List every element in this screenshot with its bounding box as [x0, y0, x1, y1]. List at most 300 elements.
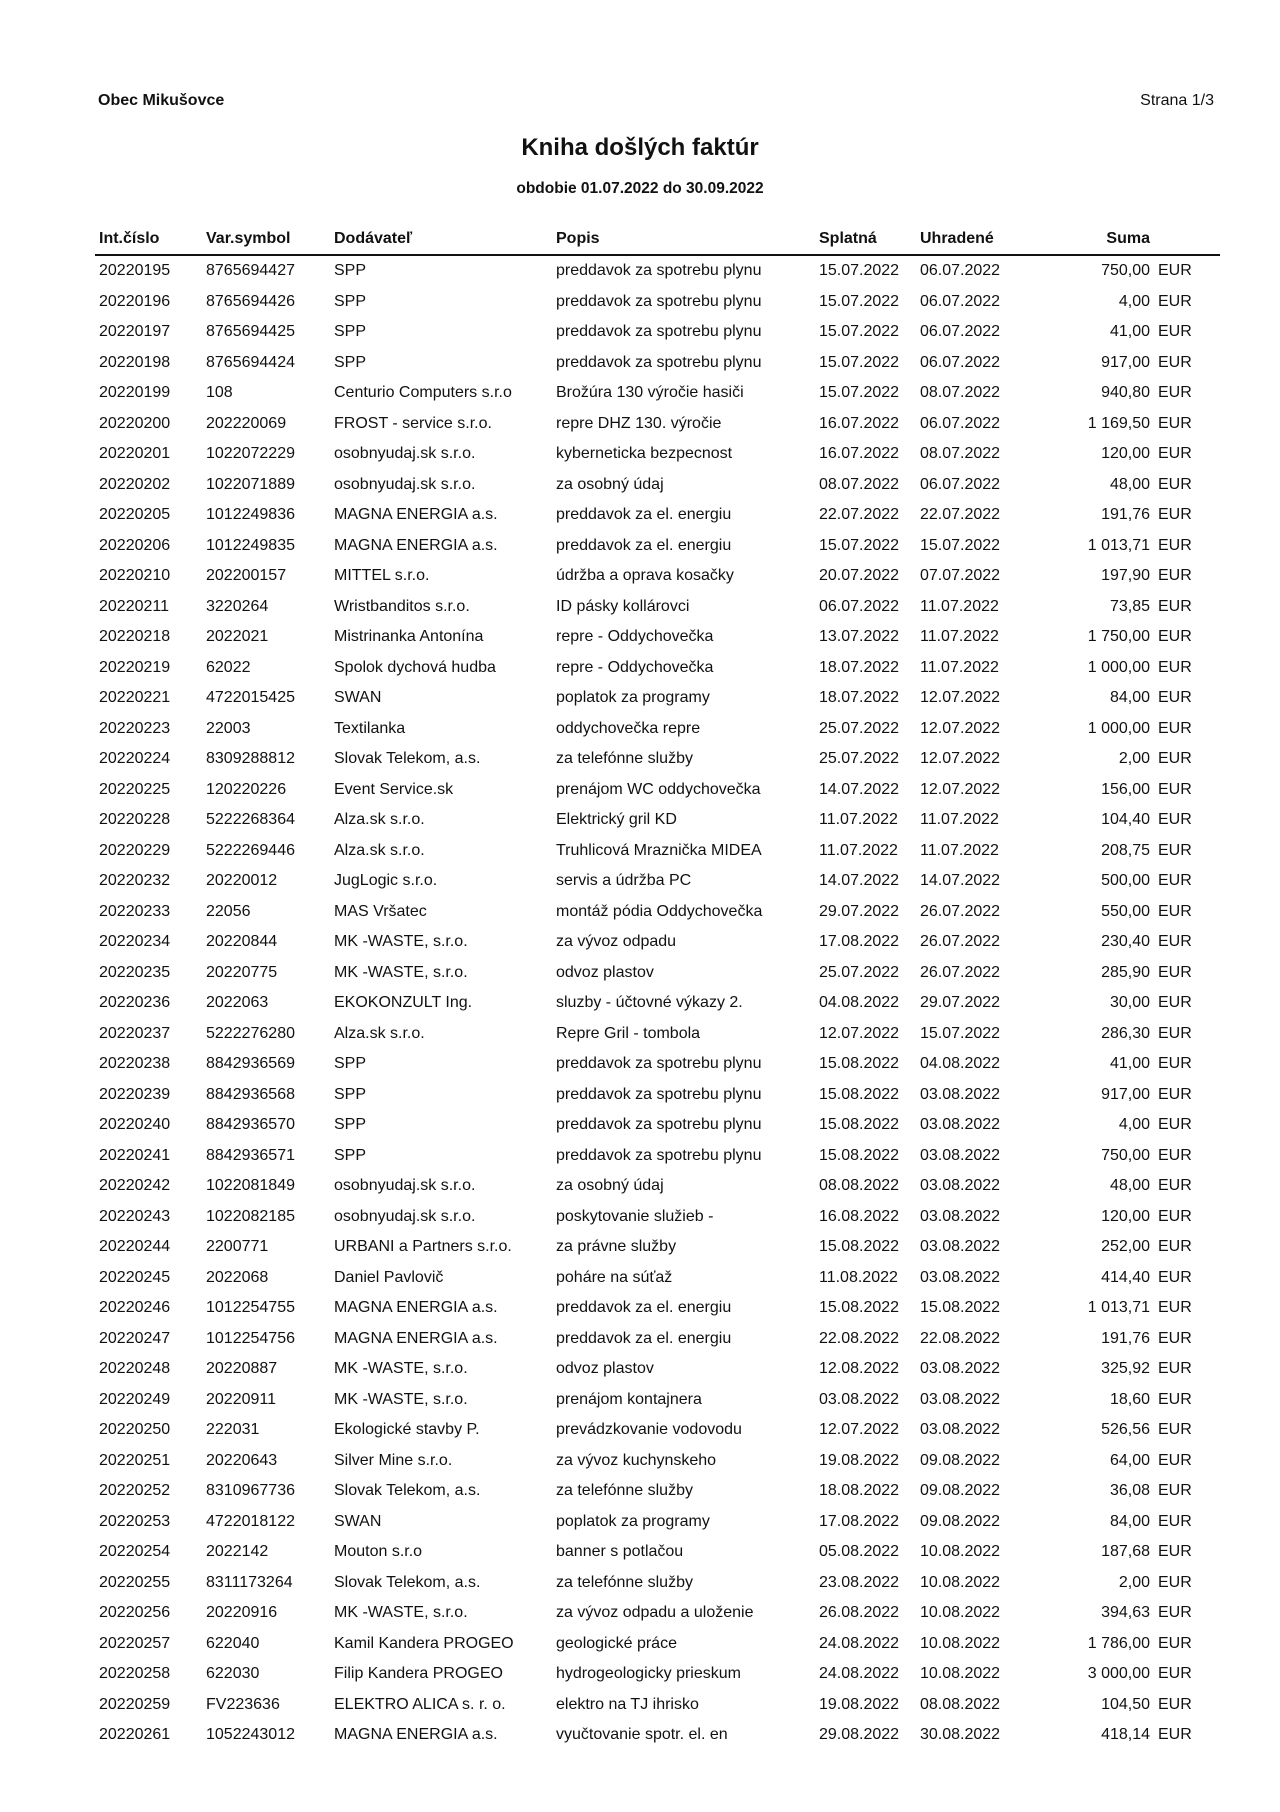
- cell-uhradene: 03.08.2022: [920, 1390, 1001, 1408]
- cell-uhradene: 03.08.2022: [920, 1177, 1001, 1195]
- cell-splatna: 26.08.2022: [819, 1604, 900, 1622]
- cell-popis: za právne služby: [556, 1238, 677, 1256]
- cell-var-symbol: 1052243012: [206, 1726, 295, 1744]
- cell-splatna: 15.08.2022: [819, 1116, 900, 1134]
- cell-int-cislo: 20220242: [99, 1177, 171, 1195]
- cell-uhradene: 03.08.2022: [920, 1238, 1001, 1256]
- cell-popis: prevádzkovanie vodovodu: [556, 1421, 742, 1439]
- cell-uhradene: 04.08.2022: [920, 1055, 1001, 1073]
- cell-var-symbol: 622040: [206, 1634, 260, 1652]
- cell-splatna: 19.08.2022: [819, 1451, 900, 1469]
- cell-suma: 30,00: [1109, 994, 1150, 1012]
- cell-uhradene: 26.07.2022: [920, 963, 1001, 981]
- cell-dodavatel: Daniel Pavlovič: [334, 1268, 444, 1286]
- cell-var-symbol: FV223636: [206, 1695, 280, 1713]
- cell-var-symbol: 222031: [206, 1421, 260, 1439]
- cell-int-cislo: 20220259: [99, 1695, 171, 1713]
- table-row: [95, 897, 1220, 928]
- cell-suma: 64,00: [1109, 1451, 1150, 1469]
- cell-popis: preddavok za spotrebu plynu: [556, 262, 762, 280]
- table-row: [95, 470, 1220, 501]
- cell-dodavatel: SPP: [334, 1085, 367, 1103]
- cell-popis: kyberneticka bezpecnost: [556, 445, 733, 463]
- cell-uhradene: 26.07.2022: [920, 902, 1001, 920]
- cell-splatna: 29.08.2022: [819, 1726, 900, 1744]
- cell-var-symbol: 22003: [206, 719, 251, 737]
- cell-uhradene: 10.08.2022: [920, 1665, 1001, 1683]
- cell-suma: 1 000,00: [1087, 658, 1150, 676]
- cell-var-symbol: 1022071889: [206, 475, 295, 493]
- municipality-name: Obec Mikušovce: [98, 92, 225, 109]
- cell-int-cislo: 20220252: [99, 1482, 171, 1500]
- table-row: [95, 1659, 1220, 1690]
- cell-uhradene: 06.07.2022: [920, 414, 1001, 432]
- cell-popis: Repre Gril - tombola: [556, 1024, 701, 1042]
- cell-var-symbol: 20220916: [206, 1604, 278, 1622]
- cell-dodavatel: Filip Kandera PROGEO: [334, 1665, 503, 1683]
- cell-dodavatel: Wristbanditos s.r.o.: [334, 597, 470, 615]
- cell-splatna: 15.07.2022: [819, 323, 900, 341]
- cell-currency: EUR: [1158, 1512, 1192, 1530]
- table-row: [95, 409, 1220, 440]
- cell-dodavatel: Kamil Kandera PROGEO: [334, 1634, 514, 1652]
- table-header-row: [95, 224, 1220, 255]
- cell-var-symbol: 5222269446: [206, 841, 295, 859]
- cell-popis: Brožúra 130 výročie hasiči: [556, 384, 744, 402]
- column-header-uhradene: Uhradené: [916, 224, 1070, 255]
- cell-int-cislo: 20220196: [99, 292, 171, 310]
- cell-suma: 84,00: [1109, 1512, 1150, 1530]
- table-row: [95, 1080, 1220, 1111]
- cell-currency: EUR: [1158, 1543, 1192, 1561]
- cell-popis: za vývoz odpadu a uloženie: [556, 1604, 754, 1622]
- cell-suma: 120,00: [1101, 1207, 1150, 1225]
- cell-currency: EUR: [1158, 1390, 1192, 1408]
- cell-suma: 191,76: [1101, 1329, 1150, 1347]
- cell-int-cislo: 20220244: [99, 1238, 171, 1256]
- cell-int-cislo: 20220234: [99, 933, 171, 951]
- cell-popis: preddavok za el. energiu: [556, 1329, 732, 1347]
- cell-dodavatel: Ekologické stavby P.: [334, 1421, 480, 1439]
- table-row: [95, 1385, 1220, 1416]
- cell-var-symbol: 20220775: [206, 963, 278, 981]
- cell-suma: 48,00: [1109, 1177, 1150, 1195]
- cell-currency: EUR: [1158, 1573, 1192, 1591]
- cell-int-cislo: 20220197: [99, 323, 171, 341]
- cell-int-cislo: 20220255: [99, 1573, 171, 1591]
- cell-dodavatel: SPP: [334, 1116, 367, 1134]
- cell-uhradene: 08.07.2022: [920, 384, 1001, 402]
- cell-suma: 526,56: [1101, 1421, 1150, 1439]
- cell-dodavatel: MK -WASTE, s.r.o.: [334, 963, 468, 981]
- cell-splatna: 15.07.2022: [819, 536, 900, 554]
- cell-suma: 187,68: [1101, 1543, 1150, 1561]
- table-row: [95, 1720, 1220, 1751]
- cell-suma: 750,00: [1101, 262, 1150, 280]
- table-row: [95, 287, 1220, 318]
- cell-splatna: 15.07.2022: [819, 262, 900, 280]
- cell-currency: EUR: [1158, 750, 1192, 768]
- cell-int-cislo: 20220258: [99, 1665, 171, 1683]
- cell-uhradene: 15.07.2022: [920, 1024, 1001, 1042]
- table-row: [95, 439, 1220, 470]
- cell-suma: 394,63: [1101, 1604, 1150, 1622]
- cell-int-cislo: 20220198: [99, 353, 171, 371]
- cell-currency: EUR: [1158, 1268, 1192, 1286]
- cell-uhradene: 09.08.2022: [920, 1482, 1001, 1500]
- cell-currency: EUR: [1158, 1329, 1192, 1347]
- cell-splatna: 04.08.2022: [819, 994, 900, 1012]
- cell-var-symbol: 202220069: [206, 414, 287, 432]
- cell-suma: 550,00: [1101, 902, 1150, 920]
- cell-suma: 325,92: [1101, 1360, 1150, 1378]
- cell-popis: poplatok za programy: [556, 689, 710, 707]
- cell-popis: preddavok za el. energiu: [556, 506, 732, 524]
- cell-uhradene: 15.08.2022: [920, 1299, 1001, 1317]
- column-header-suma: Suma: [1070, 224, 1154, 255]
- cell-dodavatel: Spolok dychová hudba: [334, 658, 496, 676]
- cell-int-cislo: 20220261: [99, 1726, 171, 1744]
- cell-uhradene: 10.08.2022: [920, 1634, 1001, 1652]
- column-header-splatna: Splatná: [815, 224, 916, 255]
- cell-int-cislo: 20220243: [99, 1207, 171, 1225]
- cell-splatna: 11.07.2022: [819, 811, 898, 829]
- cell-splatna: 12.08.2022: [819, 1360, 900, 1378]
- cell-popis: sluzby - účtovné výkazy 2.: [556, 994, 743, 1012]
- cell-suma: 18,60: [1109, 1390, 1150, 1408]
- cell-suma: 1 013,71: [1087, 536, 1150, 554]
- cell-var-symbol: 8765694424: [206, 353, 295, 371]
- cell-currency: EUR: [1158, 1482, 1192, 1500]
- cell-uhradene: 11.07.2022: [920, 841, 999, 859]
- cell-splatna: 15.07.2022: [819, 292, 900, 310]
- cell-dodavatel: ELEKTRO ALICA s. r. o.: [334, 1695, 506, 1713]
- cell-int-cislo: 20220202: [99, 475, 171, 493]
- cell-dodavatel: MITTEL s.r.o.: [334, 567, 430, 585]
- cell-popis: za telefónne služby: [556, 1482, 693, 1500]
- cell-dodavatel: Slovak Telekom, a.s.: [334, 1573, 481, 1591]
- cell-currency: EUR: [1158, 811, 1192, 829]
- document-title: Kniha došlých faktúr: [521, 134, 759, 161]
- cell-uhradene: 08.08.2022: [920, 1695, 1001, 1713]
- cell-splatna: 25.07.2022: [819, 750, 900, 768]
- column-header-popis: Popis: [552, 224, 815, 255]
- cell-dodavatel: osobnyudaj.sk s.r.o.: [334, 1177, 476, 1195]
- cell-popis: repre - Oddychovečka: [556, 628, 714, 646]
- cell-currency: EUR: [1158, 628, 1192, 646]
- cell-uhradene: 12.07.2022: [920, 750, 1001, 768]
- cell-var-symbol: 108: [206, 384, 233, 402]
- cell-splatna: 16.08.2022: [819, 1207, 900, 1225]
- cell-int-cislo: 20220237: [99, 1024, 171, 1042]
- cell-popis: preddavok za spotrebu plynu: [556, 353, 762, 371]
- cell-uhradene: 03.08.2022: [920, 1207, 1001, 1225]
- cell-dodavatel: Slovak Telekom, a.s.: [334, 750, 481, 768]
- cell-suma: 36,08: [1109, 1482, 1150, 1500]
- table-row: [95, 1476, 1220, 1507]
- cell-int-cislo: 20220249: [99, 1390, 171, 1408]
- cell-suma: 4,00: [1118, 1116, 1150, 1134]
- cell-popis: za telefónne služby: [556, 1573, 693, 1591]
- cell-uhradene: 09.08.2022: [920, 1512, 1001, 1530]
- cell-int-cislo: 20220199: [99, 384, 171, 402]
- cell-splatna: 16.07.2022: [819, 445, 900, 463]
- cell-uhradene: 06.07.2022: [920, 475, 1001, 493]
- cell-suma: 2,00: [1118, 1573, 1150, 1591]
- cell-popis: banner s potlačou: [556, 1543, 684, 1561]
- cell-suma: 500,00: [1101, 872, 1150, 890]
- column-header-var-symbol: Var.symbol: [202, 224, 330, 255]
- cell-dodavatel: SPP: [334, 323, 367, 341]
- cell-splatna: 14.07.2022: [819, 780, 900, 798]
- cell-var-symbol: 62022: [206, 658, 251, 676]
- cell-int-cislo: 20220239: [99, 1085, 171, 1103]
- table-row: [95, 988, 1220, 1019]
- cell-int-cislo: 20220248: [99, 1360, 171, 1378]
- cell-currency: EUR: [1158, 1055, 1192, 1073]
- table-row: [95, 1202, 1220, 1233]
- cell-uhradene: 12.07.2022: [920, 780, 1001, 798]
- cell-popis: poháre na súťaž: [556, 1268, 673, 1286]
- table-row: [95, 317, 1220, 348]
- table-row: [95, 805, 1220, 836]
- cell-popis: geologické práce: [556, 1634, 677, 1652]
- cell-suma: 2,00: [1118, 750, 1150, 768]
- cell-int-cislo: 20220245: [99, 1268, 171, 1286]
- cell-suma: 285,90: [1101, 963, 1150, 981]
- table-row: [95, 500, 1220, 531]
- cell-int-cislo: 20220211: [99, 597, 169, 615]
- cell-dodavatel: Slovak Telekom, a.s.: [334, 1482, 481, 1500]
- cell-var-symbol: 22056: [206, 902, 251, 920]
- cell-uhradene: 22.07.2022: [920, 506, 1001, 524]
- cell-splatna: 08.08.2022: [819, 1177, 900, 1195]
- cell-uhradene: 03.08.2022: [920, 1360, 1001, 1378]
- cell-popis: za vývoz odpadu: [556, 933, 677, 951]
- cell-dodavatel: SPP: [334, 1055, 367, 1073]
- cell-int-cislo: 20220206: [99, 536, 171, 554]
- cell-currency: EUR: [1158, 323, 1192, 341]
- cell-currency: EUR: [1158, 1421, 1192, 1439]
- cell-var-symbol: 2022142: [206, 1543, 269, 1561]
- cell-currency: EUR: [1158, 1116, 1192, 1134]
- cell-var-symbol: 2200771: [206, 1238, 269, 1256]
- cell-splatna: 08.07.2022: [819, 475, 900, 493]
- table-row: [95, 653, 1220, 684]
- table-row: [95, 1690, 1220, 1721]
- cell-currency: EUR: [1158, 1451, 1192, 1469]
- cell-popis: preddavok za el. energiu: [556, 1299, 732, 1317]
- cell-currency: EUR: [1158, 1299, 1192, 1317]
- cell-uhradene: 22.08.2022: [920, 1329, 1001, 1347]
- page-number: Strana 1/3: [1140, 92, 1214, 109]
- table-row: [95, 1141, 1220, 1172]
- cell-suma: 917,00: [1101, 353, 1150, 371]
- cell-popis: hydrogeologicky prieskum: [556, 1665, 741, 1683]
- cell-int-cislo: 20220253: [99, 1512, 171, 1530]
- cell-currency: EUR: [1158, 1726, 1192, 1744]
- cell-dodavatel: SPP: [334, 353, 367, 371]
- cell-int-cislo: 20220221: [99, 689, 171, 707]
- table-row: [95, 1537, 1220, 1568]
- cell-popis: za osobný údaj: [556, 1177, 664, 1195]
- cell-splatna: 06.07.2022: [819, 597, 900, 615]
- table-row: [95, 1354, 1220, 1385]
- cell-currency: EUR: [1158, 506, 1192, 524]
- cell-currency: EUR: [1158, 1207, 1192, 1225]
- column-header-dodavatel: Dodávateľ: [330, 224, 552, 255]
- cell-currency: EUR: [1158, 689, 1192, 707]
- table-row: [95, 561, 1220, 592]
- cell-uhradene: 15.07.2022: [920, 536, 1001, 554]
- table-row: [95, 348, 1220, 379]
- cell-var-symbol: 4722015425: [206, 689, 295, 707]
- cell-splatna: 23.08.2022: [819, 1573, 900, 1591]
- cell-var-symbol: 8310967736: [206, 1482, 295, 1500]
- cell-splatna: 15.08.2022: [819, 1146, 900, 1164]
- cell-suma: 1 013,71: [1087, 1299, 1150, 1317]
- cell-splatna: 11.08.2022: [819, 1268, 898, 1286]
- cell-suma: 286,30: [1101, 1024, 1150, 1042]
- cell-int-cislo: 20220218: [99, 628, 171, 646]
- cell-splatna: 13.07.2022: [819, 628, 900, 646]
- cell-uhradene: 06.07.2022: [920, 292, 1001, 310]
- table-row: [95, 1171, 1220, 1202]
- cell-splatna: 15.07.2022: [819, 384, 900, 402]
- cell-dodavatel: EKOKONZULT Ing.: [334, 994, 473, 1012]
- cell-int-cislo: 20220254: [99, 1543, 171, 1561]
- cell-uhradene: 03.08.2022: [920, 1421, 1001, 1439]
- cell-dodavatel: JugLogic s.r.o.: [334, 872, 438, 890]
- cell-suma: 418,14: [1101, 1726, 1150, 1744]
- table-row: [95, 622, 1220, 653]
- cell-var-symbol: 3220264: [206, 597, 269, 615]
- cell-int-cislo: 20220195: [99, 262, 171, 280]
- cell-dodavatel: MAS Vršatec: [334, 902, 427, 920]
- cell-uhradene: 30.08.2022: [920, 1726, 1001, 1744]
- cell-dodavatel: MAGNA ENERGIA a.s.: [334, 506, 498, 524]
- cell-uhradene: 06.07.2022: [920, 262, 1001, 280]
- cell-suma: 104,50: [1101, 1695, 1150, 1713]
- cell-var-symbol: 1012254755: [206, 1299, 295, 1317]
- cell-int-cislo: 20220236: [99, 994, 171, 1012]
- invoice-rows: [95, 255, 1220, 1751]
- table-row: [95, 744, 1220, 775]
- cell-suma: 1 000,00: [1087, 719, 1150, 737]
- cell-var-symbol: 2022021: [206, 628, 269, 646]
- cell-int-cislo: 20220238: [99, 1055, 171, 1073]
- cell-dodavatel: SPP: [334, 262, 367, 280]
- cell-dodavatel: osobnyudaj.sk s.r.o.: [334, 1207, 476, 1225]
- cell-uhradene: 10.08.2022: [920, 1604, 1001, 1622]
- cell-int-cislo: 20220223: [99, 719, 171, 737]
- cell-splatna: 22.08.2022: [819, 1329, 900, 1347]
- cell-splatna: 25.07.2022: [819, 719, 900, 737]
- cell-int-cislo: 20220225: [99, 780, 171, 798]
- cell-uhradene: 06.07.2022: [920, 323, 1001, 341]
- cell-currency: EUR: [1158, 1024, 1192, 1042]
- cell-splatna: 15.08.2022: [819, 1299, 900, 1317]
- cell-suma: 917,00: [1101, 1085, 1150, 1103]
- cell-dodavatel: SPP: [334, 292, 367, 310]
- cell-popis: prenájom kontajnera: [556, 1390, 702, 1408]
- cell-var-symbol: 120220226: [206, 780, 287, 798]
- cell-popis: za osobný údaj: [556, 475, 664, 493]
- cell-splatna: 24.08.2022: [819, 1665, 900, 1683]
- cell-currency: EUR: [1158, 1695, 1192, 1713]
- cell-uhradene: 03.08.2022: [920, 1116, 1001, 1134]
- cell-currency: EUR: [1158, 384, 1192, 402]
- cell-uhradene: 26.07.2022: [920, 933, 1001, 951]
- cell-suma: 41,00: [1109, 1055, 1150, 1073]
- cell-dodavatel: Textilanka: [334, 719, 406, 737]
- cell-var-symbol: 8842936570: [206, 1116, 295, 1134]
- table-row: [95, 1568, 1220, 1599]
- cell-dodavatel: MK -WASTE, s.r.o.: [334, 1604, 468, 1622]
- cell-uhradene: 03.08.2022: [920, 1146, 1001, 1164]
- cell-uhradene: 08.07.2022: [920, 445, 1001, 463]
- cell-popis: údržba a oprava kosačky: [556, 567, 734, 585]
- cell-uhradene: 10.08.2022: [920, 1543, 1001, 1561]
- table-row: [95, 1293, 1220, 1324]
- cell-popis: preddavok za spotrebu plynu: [556, 1116, 762, 1134]
- table-row: [95, 958, 1220, 989]
- cell-popis: vyučtovanie spotr. el. en: [556, 1726, 728, 1744]
- cell-suma: 414,40: [1101, 1268, 1150, 1286]
- cell-uhradene: 29.07.2022: [920, 994, 1001, 1012]
- table-row: [95, 1110, 1220, 1141]
- cell-popis: odvoz plastov: [556, 963, 654, 981]
- cell-splatna: 18.08.2022: [819, 1482, 900, 1500]
- cell-var-symbol: 20220844: [206, 933, 278, 951]
- cell-uhradene: 03.08.2022: [920, 1268, 1001, 1286]
- table-row: [95, 1263, 1220, 1294]
- cell-dodavatel: SPP: [334, 1146, 367, 1164]
- cell-int-cislo: 20220257: [99, 1634, 171, 1652]
- cell-currency: EUR: [1158, 1604, 1192, 1622]
- cell-uhradene: 14.07.2022: [920, 872, 1001, 890]
- table-row: [95, 378, 1220, 409]
- cell-dodavatel: MK -WASTE, s.r.o.: [334, 1360, 468, 1378]
- cell-popis: preddavok za spotrebu plynu: [556, 1055, 762, 1073]
- cell-dodavatel: Alza.sk s.r.o.: [334, 811, 425, 829]
- cell-int-cislo: 20220240: [99, 1116, 171, 1134]
- cell-int-cislo: 20220235: [99, 963, 171, 981]
- cell-suma: 252,00: [1101, 1238, 1150, 1256]
- cell-dodavatel: MAGNA ENERGIA a.s.: [334, 1329, 498, 1347]
- cell-popis: za vývoz kuchynskeho: [556, 1451, 717, 1469]
- cell-currency: EUR: [1158, 963, 1192, 981]
- table-row: [95, 1507, 1220, 1538]
- cell-uhradene: 09.08.2022: [920, 1451, 1001, 1469]
- table-row: [95, 1019, 1220, 1050]
- cell-currency: EUR: [1158, 567, 1192, 585]
- cell-currency: EUR: [1158, 1665, 1192, 1683]
- cell-suma: 197,90: [1101, 567, 1150, 585]
- cell-dodavatel: MAGNA ENERGIA a.s.: [334, 536, 498, 554]
- cell-int-cislo: 20220247: [99, 1329, 171, 1347]
- table-row: [95, 1232, 1220, 1263]
- cell-popis: preddavok za spotrebu plynu: [556, 1085, 762, 1103]
- cell-var-symbol: 202200157: [206, 567, 287, 585]
- cell-suma: 41,00: [1109, 323, 1150, 341]
- cell-splatna: 15.08.2022: [819, 1055, 900, 1073]
- cell-dodavatel: MAGNA ENERGIA a.s.: [334, 1726, 498, 1744]
- cell-splatna: 15.07.2022: [819, 353, 900, 371]
- cell-suma: 73,85: [1109, 597, 1150, 615]
- cell-dodavatel: osobnyudaj.sk s.r.o.: [334, 445, 476, 463]
- cell-splatna: 17.08.2022: [819, 933, 900, 951]
